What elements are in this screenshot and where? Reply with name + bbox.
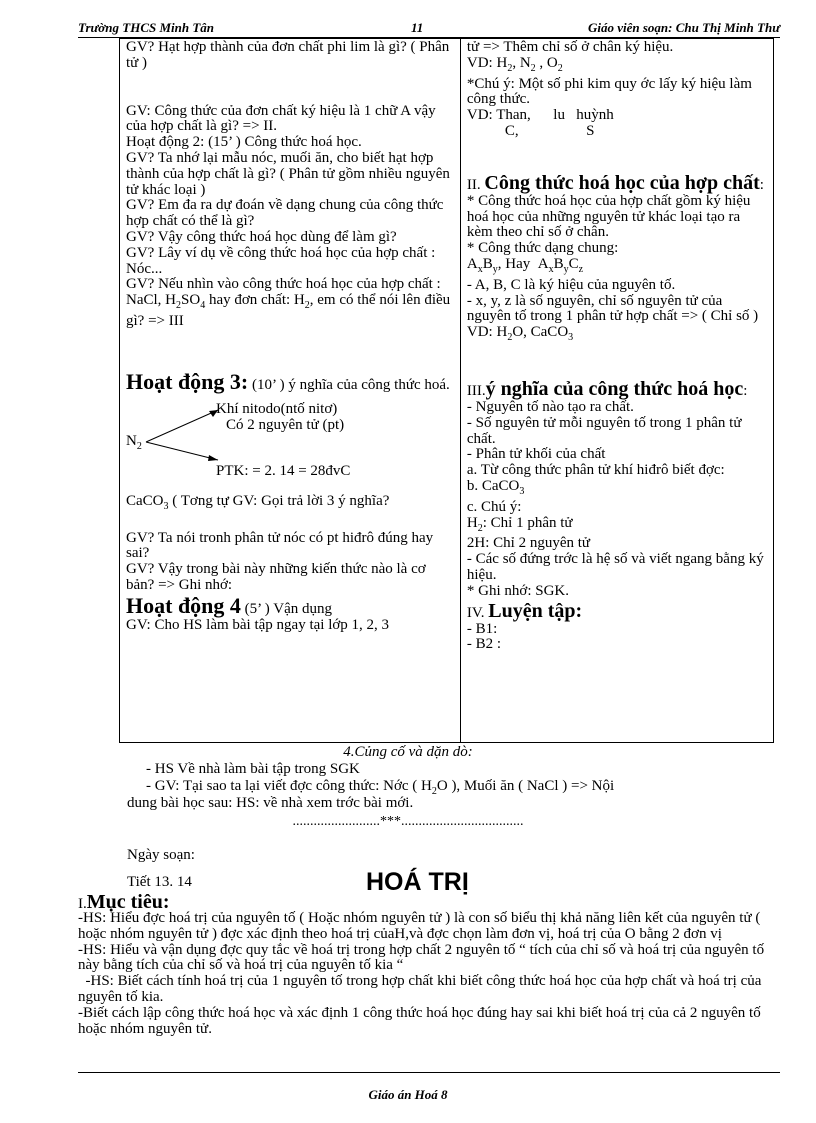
left-p5: GV? Em đa ra dự đoán về dạng chung của công thức hợp chất có thể là gì?	[126, 197, 444, 230]
right-r14: a. Từ công thức phân tử khí hiđrô biết đợc:	[466, 462, 725, 479]
right-r10: VD: $H_2O$, CaCO$_3$	[466, 324, 574, 344]
date-label: Ngày soạn:	[127, 847, 195, 863]
right-r1: tử => Thêm chỉ số ở chân ký hiệu.	[466, 39, 674, 55]
section-separator: .........................***...................................	[292, 814, 524, 829]
right-r20: * Ghi nhớ: SGK.	[466, 582, 569, 599]
right-r19: - Các số đứng trớc là hệ số và viết ngang bằng ký hiệu.	[466, 551, 764, 583]
lesson-title: HOÁ TRỊ	[366, 868, 469, 896]
right-r8: - A, B, C là ký hiệu của nguyên tố.	[466, 276, 676, 293]
objective-1: -HS: Hiểu đợc hoá trị của nguyên tố ( Hoặc nhóm nguyên tử ) là con số biểu thị khả năng liên kết của nguyên tử ( hoặc nhóm nguyên tử ) đợc xác định theo hoá trị củaH,và đợc chọn làm đơn vị, hoá trị của O bằng 2 đơn vị	[78, 910, 761, 942]
left-p6: GV? Vậy công thức hoá học dùng để làm gì?	[126, 228, 397, 245]
right-r11: - Nguyên tố nào tạo ra chất.	[466, 398, 634, 415]
school-name: Trường THCS Minh Tân	[78, 20, 215, 35]
left-p10: GV? Ta nói tronh phân tử nóc có pt hiđrô đúng hay sai?	[126, 529, 434, 562]
left-p11: GV? Vậy trong bài này những kiến thức nào là cơ bản? => Ghi nhớ:	[126, 561, 426, 593]
page-header	[78, 20, 780, 38]
right-r21: - B1:	[466, 620, 498, 637]
general-formula: $A_xB_y$, Hay $A_xB_yC_z$	[466, 255, 584, 275]
left-p7: GV? Lây ví dụ về công thức hoá học của hợp chất : Nóc...	[126, 244, 436, 277]
footer-divider	[78, 1072, 780, 1073]
content-column	[460, 39, 773, 743]
lesson-table	[119, 38, 774, 743]
page-number: 11	[411, 20, 424, 35]
right-r15: b. CaCO$_3$	[466, 477, 525, 497]
objectives-list	[78, 911, 780, 1037]
left-p2: GV: Công thức của đơn chất ký hiệu là 1 chữ A vậy của hợp chất là gì? => II.	[126, 102, 436, 135]
left-p9: CaCO$_3$ ( Tơng tự GV: Gọi trả lời 3 ý nghĩa?	[126, 492, 390, 512]
section-3-heading: III.ý nghĩa của công thức hoá học:	[466, 377, 748, 400]
left-p8: GV? Nếu nhìn vào công thức hoá học của hợp chất : NaCl, $H_2SO_4$ hay đơn chất: $H_2$, em có thể nói lên điều gì? => III	[126, 276, 451, 329]
right-r4: VD: Than, lu huỳnh	[466, 107, 614, 124]
left-p4: GV? Ta nhớ lại mẫu nóc, muối ăn, cho biết hạt hợp thành của hợp chất là gì? ( Phân tử gồm nhiều nguyên tử khác loại )	[126, 149, 450, 198]
consolidation-line-1: - HS Về nhà làm bài tập trong SGK	[146, 761, 360, 777]
right-r18: 2H: Chỉ 2 nguyên tử	[466, 535, 591, 552]
left-p1: GV? Hạt hợp thành của đơn chất phi lim là gì? ( Phân tử )	[126, 39, 450, 71]
right-r13: - Phân tử khối của chất	[466, 446, 606, 463]
page-footer: Giáo án Hoá 8	[368, 1087, 448, 1102]
left-p12: GV: Cho HS làm bài tập ngay tại lớp 1, 2, 3	[126, 616, 390, 633]
n2-meaning-3: PTK: = 2. 14 = 28đvC	[216, 462, 351, 479]
activity-3-heading: Hoạt động 3: (10’ ) ý nghĩa của công thức hoá.	[126, 368, 450, 394]
objectives-heading: I.Mục tiêu:	[78, 891, 170, 913]
teacher-name: Giáo viên soạn: Chu Thị Minh Thư	[587, 20, 780, 35]
section-4-heading: IV. Luyện tập:	[466, 599, 583, 622]
right-r9: - x, y, z là số nguyên, chỉ số nguyên tử của nguyên tố trong 1 phân tử hợp chất => ( Chỉ số )	[466, 292, 759, 325]
n2-meaning-1: Khí nitodo(ntố nitơ)	[216, 400, 338, 417]
n2-meaning-2: Có 2 nguyên tử (pt)	[226, 416, 345, 433]
section-2-heading: II. Công thức hoá học của hợp chất:	[466, 171, 764, 194]
objective-2: -HS: Hiểu và vận dụng đợc quy tắc về hoá trị trong hợp chất 2 nguyên tố “ tích của chỉ số và hoá trị của nguyên tố này bằng tích của chỉ số và hoá trị của nguyên tố kia “	[78, 941, 765, 974]
right-r22: - B2 :	[466, 636, 502, 653]
n2-label: $N_2$	[126, 432, 142, 452]
right-r6: * Công thức hoá học của hợp chất gồm ký hiệu hoá học của những nguyên tử khác loại tạo ra kèm theo chỉ số ở chân.	[466, 192, 751, 241]
right-r3: *Chú ý: Một số phi kim quy ớc lấy ký hiệu làm công thức.	[466, 75, 752, 108]
lesson-period: Tiết 13. 14	[127, 874, 192, 890]
left-p3: Hoạt động 2: (15’ ) Công thức hoá học.	[126, 134, 362, 151]
right-r7: * Công thức dạng chung:	[466, 240, 619, 257]
right-r12: - Số nguyên tử mỗi nguyên tố trong 1 phân tử chất.	[466, 414, 742, 447]
consolidation-line-2: - GV: Tại sao ta lại viết đợc công thức: Nớc ( $H_2O$ ), Muối ăn ( NaCl ) => Nội	[146, 778, 615, 797]
teacher-activities-column	[120, 39, 461, 743]
right-r2: VD: $H_2$, $N_2$ , $O_2$	[466, 54, 563, 74]
consolidation-line-3: dung bài học sau: HS: về nhà xem trớc bài mới.	[127, 795, 414, 811]
activity-4-heading: Hoạt động 4 (5’ ) Vận dụng	[126, 592, 333, 618]
right-r16: c. Chú ý:	[466, 498, 522, 515]
right-r17: $H_2$: Chỉ 1 phân tử	[466, 514, 573, 534]
right-r5: C, S	[504, 122, 595, 139]
objective-3: -HS: Biết cách tính hoá trị của 1 nguyên tố trong hợp chất khi biết công thức hoá học của hợp chất và hoá trị của nguyên tố kia.	[78, 973, 766, 1005]
n2-meaning-diagram	[126, 394, 456, 506]
objective-4: -Biết cách lập công thức hoá học và xác định 1 công thức hoá học đúng hay sai khi biết hoá trị của cả 2 nguyên tố hoặc nhóm nguyên tử.	[78, 1004, 761, 1037]
consolidation-title: 4.Củng cố và dặn dò:	[343, 744, 473, 760]
